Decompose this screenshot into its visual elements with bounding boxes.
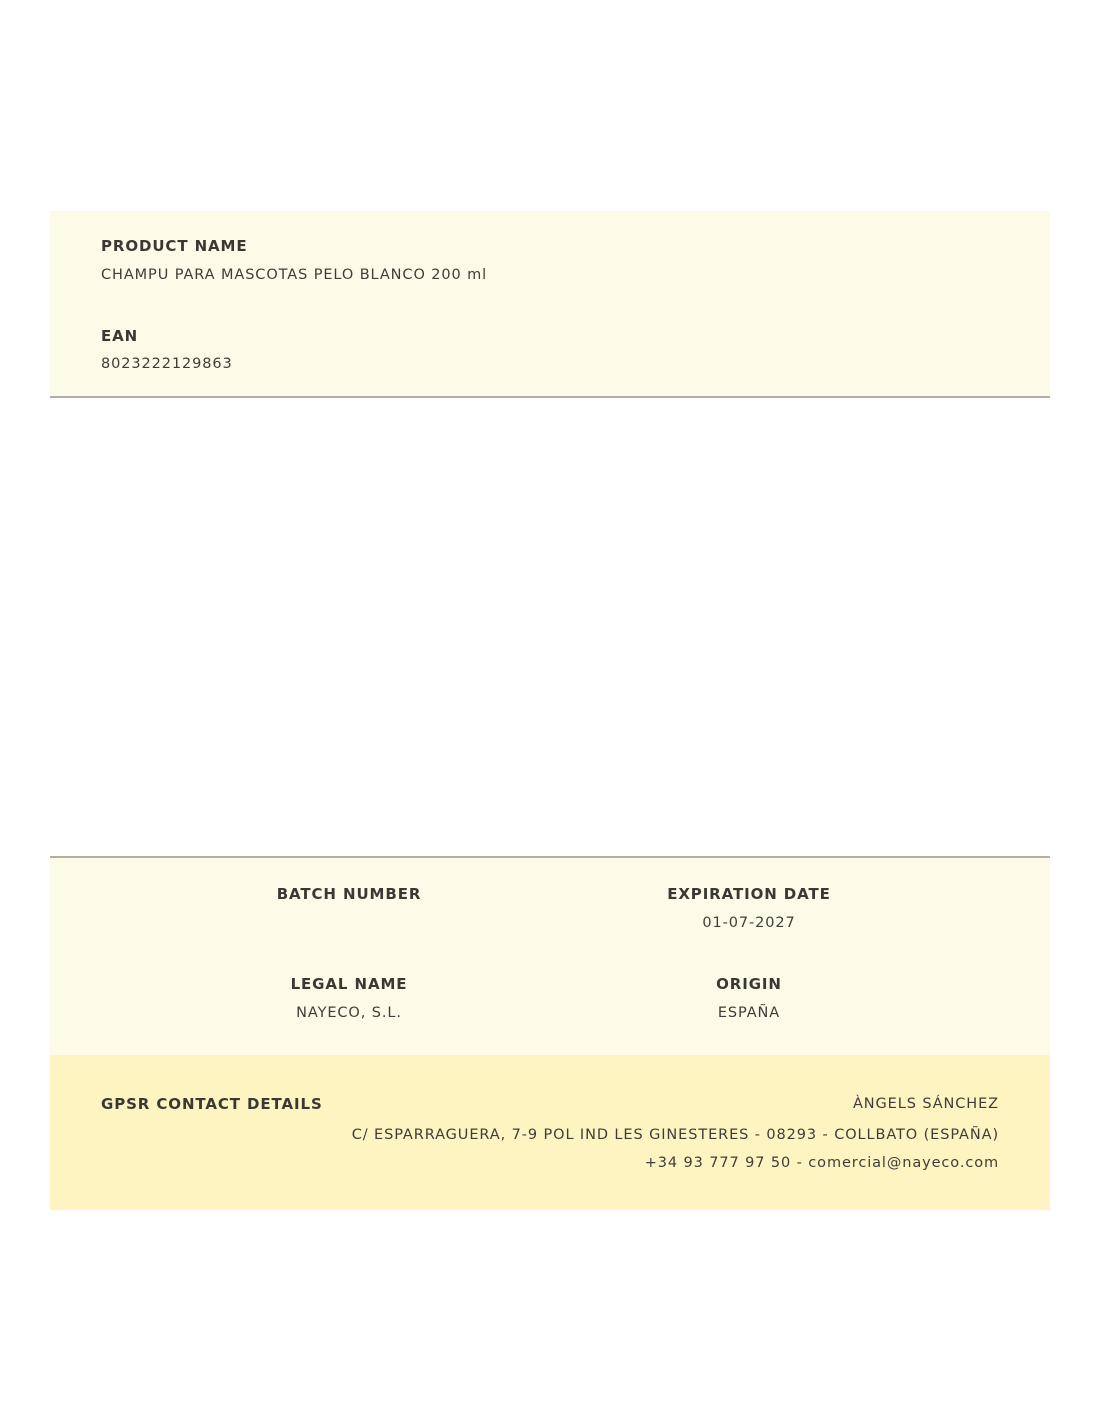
origin-label: ORIGIN xyxy=(716,975,782,993)
ean-label: EAN xyxy=(101,327,139,345)
contact-name: ÀNGELS SÁNCHEZ xyxy=(852,1096,999,1112)
contact-details xyxy=(352,1095,999,1177)
contact-address: C/ ESPARRAGUERA, 7-9 POL IND LES GINESTERES - 08293 - COLLBATO (ESPAÑA) xyxy=(351,1127,999,1143)
expiration-date-cell xyxy=(549,885,949,931)
batch-number-label: BATCH NUMBER xyxy=(276,885,422,903)
legal-name-value: NAYECO, S.L. xyxy=(296,1005,402,1021)
ean-value: 8023222129863 xyxy=(101,356,233,372)
expiration-date-value: 01-07-2027 xyxy=(702,915,796,931)
product-name-label: PRODUCT NAME xyxy=(101,237,248,255)
product-name-value: CHAMPU PARA MASCOTAS PELO BLANCO 200 ml xyxy=(101,267,488,283)
gpsr-contact-label: GPSR CONTACT DETAILS xyxy=(101,1095,323,1113)
gpsr-contact-section xyxy=(50,1055,1050,1210)
product-details-section xyxy=(50,856,1050,1057)
expiration-date-label: EXPIRATION DATE xyxy=(667,885,831,903)
origin-value: ESPAÑA xyxy=(717,1005,781,1021)
contact-phone-email: +34 93 777 97 50 - comercial@nayeco.com xyxy=(644,1155,999,1171)
product-info-section xyxy=(50,211,1050,398)
legal-name-cell xyxy=(149,975,549,1021)
legal-name-label: LEGAL NAME xyxy=(290,975,408,993)
batch-number-cell xyxy=(149,885,549,915)
origin-cell xyxy=(549,975,949,1021)
